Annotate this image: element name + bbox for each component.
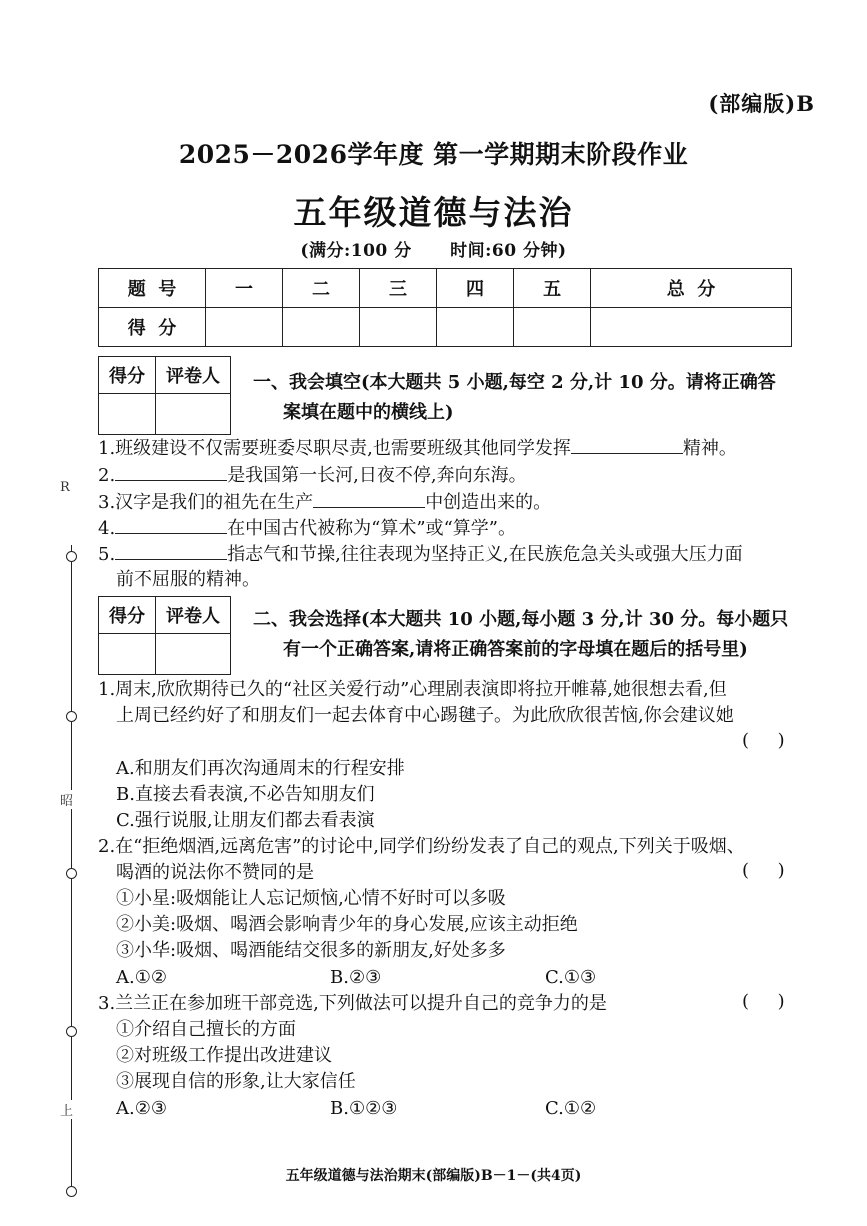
option-a: A.②③ [116,1098,167,1119]
question-2-3: 3.兰兰正在参加班干部竞选,下列做法可以提升自己的竞争力的是 [98,993,607,1014]
question-text: 中创造出来的。 [425,492,552,513]
exam-info: (满分:100 分 时间:60 分钟) [300,241,567,261]
subject-title: 五年级道德与法治 [293,193,574,232]
option-c: C.强行说服,让朋友们都去看表演 [116,810,375,831]
section2-heading-line: 有一个正确答案,请将正确答案前的字母填在题后的括号里) [283,639,748,660]
score-table-cell: 三 [360,269,437,308]
question-text: 指志气和节操,往往表现为坚持正义,在民族危急关头或强大压力面 [227,544,743,565]
score-table [98,268,792,347]
grader-score-label: 得分 [99,597,156,634]
question-1-1 [98,435,737,462]
question-text: 2. [98,465,116,486]
grader-box [98,356,231,435]
option-a: A.①② [116,967,167,988]
binding-hole [66,551,77,562]
score-table-cell: 一 [206,269,283,308]
score-table-cell: 五 [514,269,591,308]
question-text: 4. [98,518,116,539]
section1-heading-line: 案填在题中的横线上) [283,402,454,423]
binding-mark: R [60,480,70,495]
option-c: C.①② [545,1098,597,1119]
grader-score-label: 得分 [99,357,156,394]
question-text: 5. [98,544,116,565]
option-a: A.和朋友们再次沟通周末的行程安排 [116,758,405,779]
option-b: B.①②③ [330,1098,398,1119]
score-table-cell: 题 号 [99,269,206,308]
option-b: B.②③ [330,967,382,988]
section1-heading [253,368,776,428]
binding-hole [66,711,77,722]
binding-mark: 昭 [60,790,73,809]
grader-name-cell[interactable] [156,634,231,675]
answer-blank[interactable] [115,462,227,481]
grader-box [98,596,231,675]
question-2-2: 2.在“拒绝烟酒,远离危害”的讨论中,同学们纷纷发表了自己的观点,下列关于吸烟、 [98,836,745,857]
section1-heading-line: 一、我会填空(本大题共 5 小题,每空 2 分,计 10 分。请将正确答 [253,372,776,393]
score-input-cell[interactable] [591,308,792,347]
section2-heading [253,605,788,665]
question-text: 是我国第一长河,日夜不停,奔向东海。 [227,465,527,486]
grader-name-cell[interactable] [156,394,231,435]
score-input-cell[interactable] [437,308,514,347]
page-footer: 五年级道德与法治期末(部编版)B－1－(共4页) [285,1168,582,1184]
statement-2: ②对班级工作提出改进建议 [116,1045,332,1066]
binding-hole [66,1186,77,1197]
question-1-4 [98,515,516,542]
score-table-cell: 总 分 [591,269,792,308]
score-table-header-row [99,269,792,308]
answer-bracket[interactable]: ( ) [742,730,785,751]
question-1-5 [98,541,743,568]
binding-hole [66,1026,77,1037]
statement-2: ②小美:吸烟、喝酒会影响青少年的身心发展,应该主动拒绝 [116,914,578,935]
answer-bracket[interactable]: ( ) [742,991,785,1012]
grader-name-label: 评卷人 [156,357,231,394]
binding-mark: 上 [60,1100,73,1119]
answer-blank[interactable] [115,515,227,534]
question-1-2 [98,462,527,489]
answer-blank[interactable] [115,541,227,560]
question-1-3 [98,489,551,516]
score-table-cell: 二 [283,269,360,308]
question-text: 3.汉字是我们的祖先在生产 [98,492,314,513]
exam-title: 2025－2026学年度 第一学期期末阶段作业 [178,140,689,169]
question-text: 1.班级建设不仅需要班委尽职尽责,也需要班级其他同学发挥 [98,438,571,459]
answer-bracket[interactable]: ( ) [742,860,785,881]
question-2-1: 1.周末,欣欣期待已久的“社区关爱行动”心理剧表演即将拉开帷幕,她很想去看,但 [98,679,727,700]
statement-1: ①介绍自己擅长的方面 [116,1019,296,1040]
score-input-cell[interactable] [283,308,360,347]
edition-label: (部编版)B [708,91,815,116]
option-b: B.直接去看表演,不必告知朋友们 [116,784,375,805]
statement-3: ③小华:吸烟、喝酒能结交很多的新朋友,好处多多 [116,940,506,961]
option-c: C.①③ [545,967,597,988]
score-input-cell[interactable] [360,308,437,347]
question-text: 精神。 [682,438,737,459]
question-text: 在中国古代被称为“算术”或“算学”。 [227,518,516,539]
score-table-score-row [99,308,792,347]
grader-name-label: 评卷人 [156,597,231,634]
grader-score-cell[interactable] [99,394,156,435]
score-table-cell: 得 分 [99,308,206,347]
question-2-2-cont: 喝酒的说法你不赞同的是 [116,862,314,883]
section2-heading-line: 二、我会选择(本大题共 10 小题,每小题 3 分,计 30 分。每小题只 [253,609,789,630]
statement-1: ①小星:吸烟能让人忘记烦恼,心情不好时可以多吸 [116,888,506,909]
score-input-cell[interactable] [514,308,591,347]
binding-hole [66,868,77,879]
score-table-cell: 四 [437,269,514,308]
answer-blank[interactable] [313,489,425,508]
answer-blank[interactable] [571,435,683,454]
question-1-5-cont: 前不屈服的精神。 [116,569,260,590]
grader-score-cell[interactable] [99,634,156,675]
question-2-1-cont: 上周已经约好了和朋友们一起去体育中心踢毽子。为此欣欣很苦恼,你会建议她 [116,705,734,726]
statement-3: ③展现自信的形象,让大家信任 [116,1071,356,1092]
score-input-cell[interactable] [206,308,283,347]
